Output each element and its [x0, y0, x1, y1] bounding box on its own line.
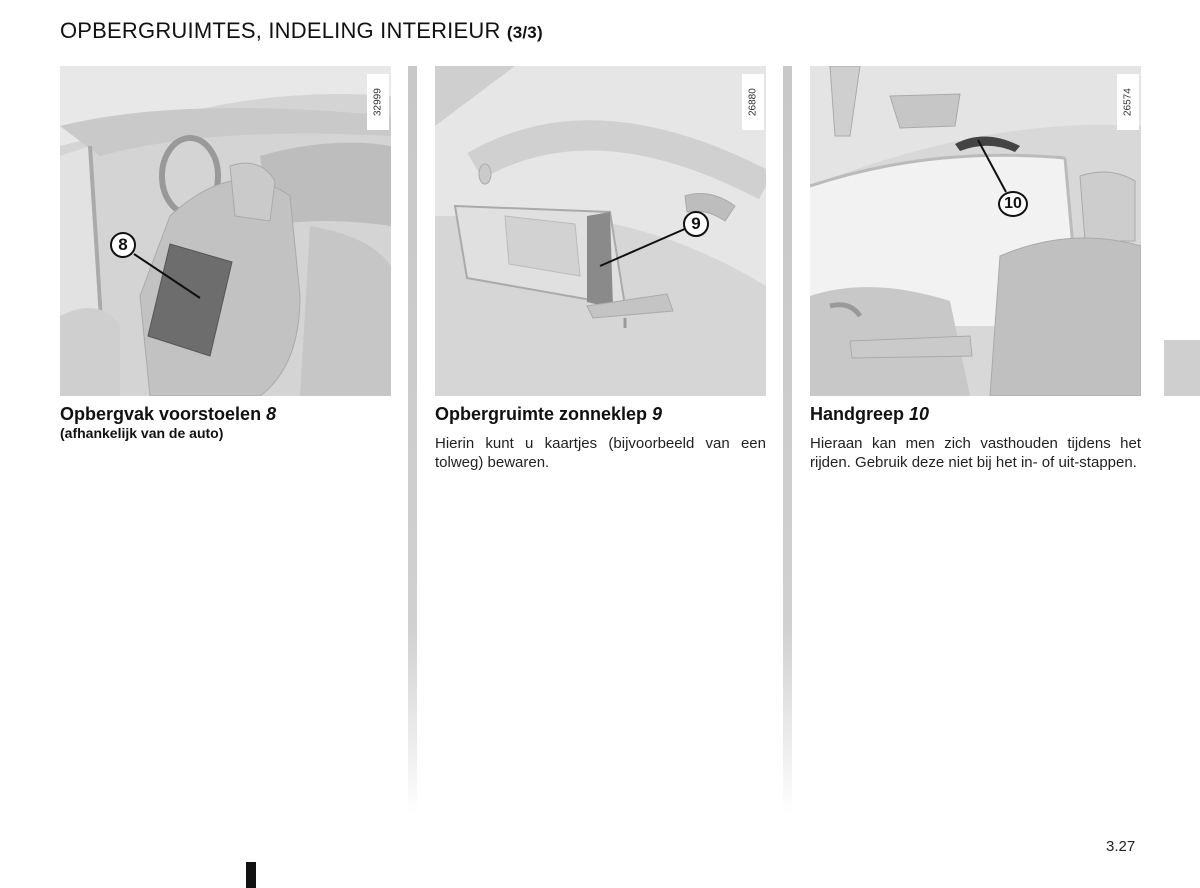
callout-10: 10 [998, 191, 1028, 217]
page-title [60, 18, 543, 44]
figure-code: 26574 [1117, 74, 1139, 130]
callout-8: 8 [110, 232, 136, 258]
heading-text: Opbergvak voorstoelen [60, 404, 262, 424]
section-heading [60, 403, 391, 425]
section-sun-visor-storage [435, 66, 766, 472]
grab-handle-drawing [810, 66, 1141, 396]
section-seat-storage [60, 66, 391, 441]
page-title-text: OPBERGRUIMTES, INDELING INTERIEUR [60, 18, 501, 43]
figure-code: 32999 [367, 74, 389, 130]
heading-ref: 9 [652, 404, 663, 424]
seat-storage-illustration [60, 66, 391, 396]
section-grab-handle [810, 66, 1141, 472]
chapter-tab [1164, 340, 1200, 396]
section-body: Hierin kunt u kaartjes (bijvoorbeeld van een tolweg) bewaren. [435, 435, 766, 471]
heading-ref: 10 [909, 404, 930, 424]
section-heading [435, 403, 766, 425]
figure-code: 26880 [742, 74, 764, 130]
heading-text: Opbergruimte zonneklep [435, 404, 648, 424]
page-title-suffix: (3/3) [506, 23, 543, 42]
seat-storage-drawing [60, 66, 391, 396]
sun-visor-illustration [435, 66, 766, 396]
column-divider [408, 66, 417, 816]
sun-visor-drawing [435, 66, 766, 396]
section-body: Hieraan kan men zich vasthouden tijdens het rijden. Gebruik deze niet bij het in- of uit-stappen. [810, 435, 1141, 471]
page-number: 3.27 [1106, 838, 1136, 855]
section-heading [810, 403, 1141, 425]
heading-text: Handgreep [810, 404, 905, 424]
print-mark [246, 862, 256, 888]
callout-9: 9 [683, 211, 709, 237]
section-note: (afhankelijk van de auto) [60, 425, 224, 441]
heading-ref: 8 [266, 404, 277, 424]
grab-handle-illustration [810, 66, 1141, 396]
column-divider [783, 66, 792, 816]
